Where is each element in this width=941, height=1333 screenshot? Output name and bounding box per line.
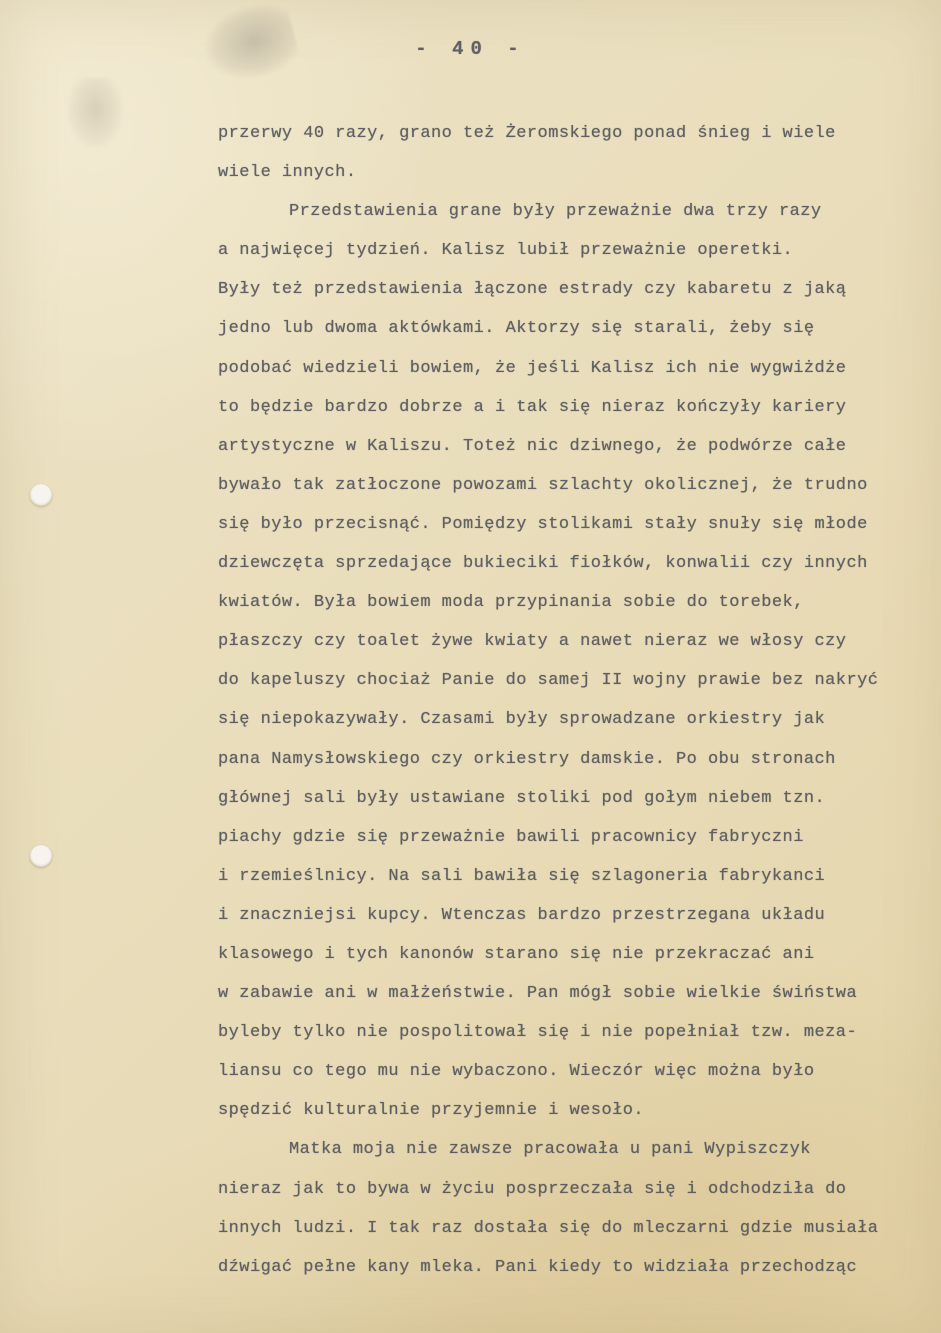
text-line: a najwięcej tydzień. Kalisz lubił przeważnie operetki.: [218, 241, 794, 261]
text-line: bywało tak zatłoczone powozami szlachty okolicznej, że trudno: [218, 475, 868, 495]
text-line: kwiatów. Była bowiem moda przypinania sobie do torebek,: [218, 593, 804, 613]
text-line: do kapeluszy chociaż Panie do samej II wojny prawie bez nakryć: [218, 671, 879, 691]
ink-smudge-left: [68, 78, 123, 148]
text-line: wiele innych.: [218, 163, 357, 183]
text-line: innych ludzi. I tak raz dostała się do mleczarni gdzie musiała: [218, 1218, 879, 1238]
typewritten-text-block: [218, 114, 898, 1287]
text-line: Przedstawienia grane były przeważnie dwa trzy razy: [289, 202, 822, 222]
text-line: artystyczne w Kaliszu. Toteż nic dziwnego, że podwórze całe: [218, 436, 847, 456]
text-line: nieraz jak to bywa w życiu posprzeczała się i odchodziła do: [218, 1179, 847, 1199]
text-line: się niepokazywały. Czasami były sprowadzane orkiestry jak: [218, 710, 826, 730]
text-line: spędzić kulturalnie przyjemnie i wesoło.: [218, 1101, 645, 1121]
text-line: podobać wiedzieli bowiem, że jeśli Kalisz ich nie wygwiżdże: [218, 358, 847, 378]
page-number: - 40 -: [415, 38, 526, 60]
text-line: w zabawie ani w małżeństwie. Pan mógł sobie wielkie świństwa: [218, 984, 858, 1004]
text-line: liansu co tego mu nie wybaczono. Wieczór więc można było: [218, 1062, 815, 1082]
text-line: klasowego i tych kanonów starano się nie przekraczać ani: [218, 944, 815, 964]
text-line: głównej sali były ustawiane stoliki pod gołym niebem tzn.: [218, 788, 826, 808]
text-line: Były też przedstawienia łączone estrady czy kabaretu z jaką: [218, 280, 847, 300]
text-line: piachy gdzie się przeważnie bawili pracownicy fabryczni: [218, 827, 804, 847]
punch-hole-top: [30, 484, 52, 506]
text-line: pana Namysłowskiego czy orkiestry damskie. Po obu stronach: [218, 749, 836, 769]
text-line: jedno lub dwoma aktówkami. Aktorzy się starali, żeby się: [218, 319, 815, 339]
text-line: się było przecisnąć. Pomiędzy stolikami stały snuły się młode: [218, 514, 868, 534]
text-line: byleby tylko nie pospolitował się i nie popełniał tzw. meza-: [218, 1023, 858, 1043]
text-line: dziewczęta sprzedające bukieciki fiołków, konwalii czy innych: [218, 554, 868, 574]
punch-hole-bottom: [30, 845, 52, 867]
text-line: przerwy 40 razy, grano też Żeromskiego ponad śnieg i wiele: [218, 124, 836, 143]
text-line: i znaczniejsi kupcy. Wtenczas bardzo przestrzegana układu: [218, 905, 826, 925]
text-line: to będzie bardzo dobrze a i tak się nieraz kończyły kariery: [218, 397, 847, 417]
text-line: płaszczy czy toalet żywe kwiaty a nawet nieraz we włosy czy: [218, 632, 847, 652]
text-line: dźwigać pełne kany mleka. Pani kiedy to widziała przechodząc: [218, 1257, 858, 1277]
text-line: i rzemieślnicy. Na sali bawiła się szlagoneria fabrykanci: [218, 866, 826, 886]
text-line: Matka moja nie zawsze pracowała u pani Wypiszczyk: [289, 1140, 811, 1160]
